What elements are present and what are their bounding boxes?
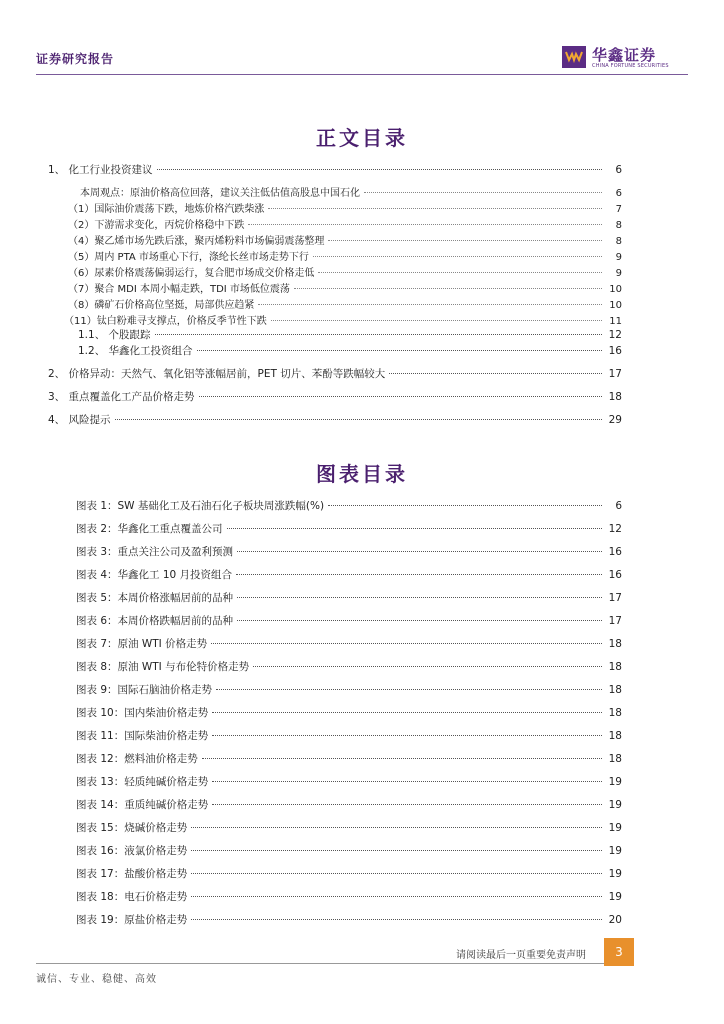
main-toc-entry-leader [364,191,602,193]
footer-motto: 诚信、专业、稳健、高效 [36,974,157,985]
figure-toc-entry-page: 19 [608,845,622,857]
figure-toc-entry-label: 图表 1：SW 基础化工及石油石化子板块周涨跌幅(%) [76,500,325,512]
figure-toc-entry[interactable] [76,820,622,835]
main-toc-entry[interactable] [48,412,622,427]
main-toc-entry-page: 7 [615,204,622,215]
figure-toc-entry[interactable] [76,797,622,812]
figure-toc-entry[interactable] [76,774,622,789]
figure-toc-entry-leader [236,573,602,575]
main-toc-entry-label: （7）聚合 MDI 本周小幅走跌，TDI 市场低位震荡 [68,284,290,295]
main-toc-entry-label: 1、 化工行业投资建议 [48,164,153,176]
figure-toc-entry[interactable] [76,544,622,559]
main-toc-entry-label: 1.2、 华鑫化工投资组合 [78,345,193,357]
main-toc-entry-label: （8）磷矿石价格高位坚挺，局部供应趋紧 [68,300,255,311]
main-toc-entry[interactable] [48,366,622,381]
figure-toc-entry-page: 18 [608,661,622,673]
figure-toc-entry-label: 图表 14：重质纯碱价格走势 [76,799,209,811]
main-toc-entry[interactable] [68,200,622,215]
report-type-label: 证券研究报告 [36,52,115,66]
figure-toc-entry-page: 19 [608,868,622,880]
main-toc-entry-label: 2、 价格异动：天然气、氧化铝等涨幅居前，PET 切片、苯酚等跌幅较大 [48,368,386,380]
logo-subtitle: CHINA FORTUNE SECURITIES [592,63,669,69]
main-toc-title: 正文目录 [316,126,408,150]
logo-mark-icon [562,46,586,68]
figure-toc-entry[interactable] [76,498,622,513]
figure-toc-entry-label: 图表 9：国际石脑油价格走势 [76,684,213,696]
main-toc-entry-label: （6）尿素价格震荡偏弱运行，复合肥市场成交价格走低 [68,268,315,279]
main-toc-entry-page: 10 [609,284,622,295]
figure-toc-entry-label: 图表 13：轻质纯碱价格走势 [76,776,209,788]
main-toc-entry-label: 4、 风险提示 [48,414,111,426]
figure-toc-entry[interactable] [76,659,622,674]
main-toc-entry-label: （2）下游需求变化，丙烷价格稳中下跌 [68,220,245,231]
figure-toc-entry-leader [202,757,602,759]
main-toc-entry-page: 8 [615,220,622,231]
figure-toc-entry-page: 16 [608,546,622,558]
figure-toc-entry-leader [253,665,602,667]
main-toc-entry-leader [268,207,602,209]
figure-toc-entry-page: 18 [608,638,622,650]
figure-toc-entry-page: 18 [608,684,622,696]
main-toc-entry-label: 1.1、 个股跟踪 [78,329,151,341]
main-toc-entry-leader [157,168,602,170]
figure-toc-entry-leader [191,849,602,851]
figure-toc-title: 图表目录 [316,462,408,486]
figure-toc-entry[interactable] [76,636,622,651]
figure-toc-entry-page: 19 [608,799,622,811]
figure-toc-entry-label: 图表 2：华鑫化工重点覆盖公司 [76,523,223,535]
header-divider [36,74,688,75]
figure-toc-entry-leader [191,826,602,828]
figure-toc-entry-leader [191,895,602,897]
page-number-badge: 3 [604,938,634,966]
figure-toc-entry-label: 图表 12：燃料油价格走势 [76,753,198,765]
figure-toc-entry-label: 图表 7：原油 WTI 价格走势 [76,638,208,650]
main-toc-entry[interactable] [68,280,622,295]
main-toc-entry-label: （4）聚乙烯市场先跌后涨，聚丙烯粉料市场偏弱震荡整理 [68,236,325,247]
main-toc-entry[interactable] [68,232,622,247]
figure-toc-entry-leader [237,550,602,552]
main-toc-entry-label: 本周观点：原油价格高位回落，建议关注低估值高股息中国石化 [80,188,360,199]
figure-toc-entry[interactable] [76,751,622,766]
footer-disclaimer: 请阅读最后一页重要免责声明 [456,950,586,961]
company-logo [562,44,672,72]
figure-toc-entry[interactable] [76,613,622,628]
figure-toc-entry-leader [237,619,602,621]
main-toc-entry-leader [328,239,602,241]
figure-toc-entry-label: 图表 3：重点关注公司及盈利预测 [76,546,234,558]
figure-toc-entry-page: 19 [608,776,622,788]
figure-toc-entry-page: 17 [608,592,622,604]
main-toc-entry-page: 29 [608,414,622,426]
figure-toc-entry-leader [211,642,602,644]
figure-toc-entry[interactable] [76,682,622,697]
main-toc-entry-label: （11）钛白粉难寻支撑点，价格反季节性下跌 [64,316,267,327]
main-toc-entry-label: （1）国际油价震荡下跌，地炼价格汽跌柴涨 [68,204,265,215]
main-toc-entry-page: 18 [608,391,622,403]
figure-toc-entry[interactable] [76,912,622,927]
main-toc-entry-leader [318,271,602,273]
main-toc-entry[interactable] [78,343,622,358]
main-toc-entry-page: 9 [615,252,622,263]
figure-toc-entry[interactable] [76,705,622,720]
figure-toc-entry[interactable] [76,590,622,605]
main-toc-entry-page: 6 [615,188,622,199]
main-toc-entry-leader [389,372,602,374]
main-toc-entry[interactable] [78,327,622,342]
figure-toc-entry-page: 18 [608,730,622,742]
figure-toc-entry-page: 17 [608,615,622,627]
figure-toc-entry-page: 20 [608,914,622,926]
main-toc-entry[interactable] [68,216,622,231]
figure-toc-entry-leader [328,504,602,506]
figure-toc-entry-label: 图表 4：华鑫化工 10 月投资组合 [76,569,233,581]
main-toc-entry-leader [115,418,602,420]
figure-toc-entry-label: 图表 6：本周价格跌幅居前的品种 [76,615,234,627]
main-toc-entry-page: 16 [608,345,622,357]
main-toc-entry-page: 11 [609,316,622,327]
main-toc-entry-label: （5）周内 PTA 市场重心下行，涤纶长丝市场走势下行 [68,252,309,263]
main-toc-entry-leader [199,395,602,397]
figure-toc-entry-label: 图表 15：烧碱价格走势 [76,822,188,834]
figure-toc-entry-leader [191,918,602,920]
figure-toc-entry-leader [227,527,602,529]
figure-toc-entry-page: 18 [608,753,622,765]
main-toc-entry-label: 3、 重点覆盖化工产品价格走势 [48,391,195,403]
main-toc-entry[interactable] [68,296,622,311]
figure-toc-entry-page: 19 [608,891,622,903]
figure-toc-entry[interactable] [76,567,622,582]
figure-toc-entry[interactable] [76,889,622,904]
footer-divider [36,963,604,964]
main-toc-entry-leader [155,333,602,335]
figure-toc-entry-leader [191,872,602,874]
main-toc-entry[interactable] [68,264,622,279]
figure-toc-entry-leader [212,780,602,782]
main-toc-entry-page: 6 [615,164,622,176]
figure-toc-entry-page: 16 [608,569,622,581]
figure-toc-entry-label: 图表 10：国内柴油价格走势 [76,707,209,719]
main-toc-entry[interactable] [80,184,622,199]
main-toc-entry-leader [294,287,602,289]
figure-toc-entry-page: 12 [608,523,622,535]
main-toc-entry-page: 12 [608,329,622,341]
main-toc-entry-leader [258,303,602,305]
figure-toc-entry-label: 图表 18：电石价格走势 [76,891,188,903]
logo-text: 华鑫证券 [592,46,657,64]
main-toc-entry-leader [313,255,602,257]
figure-toc-entry[interactable] [76,866,622,881]
figure-toc-entry-label: 图表 8：原油 WTI 与布伦特价格走势 [76,661,250,673]
figure-toc-entry-leader [212,803,602,805]
figure-toc-entry-leader [212,734,602,736]
figure-toc-entry-label: 图表 17：盐酸价格走势 [76,868,188,880]
main-toc-entry[interactable] [68,248,622,263]
main-toc-entry-page: 10 [609,300,622,311]
figure-toc-entry-page: 18 [608,707,622,719]
main-toc-entry-leader [271,319,602,321]
main-toc-entry[interactable] [48,389,622,404]
figure-toc-entry-label: 图表 16：液氯价格走势 [76,845,188,857]
main-toc-entry-page: 17 [608,368,622,380]
figure-toc-entry-label: 图表 11：国际柴油价格走势 [76,730,209,742]
figure-toc-entry[interactable] [76,843,622,858]
figure-toc-entry[interactable] [76,728,622,743]
main-toc-entry-page: 8 [615,236,622,247]
figure-toc-entry[interactable] [76,521,622,536]
figure-toc-entry-label: 图表 5：本周价格涨幅居前的品种 [76,592,234,604]
figure-toc-entry-leader [216,688,602,690]
figure-toc-entry-page: 19 [608,822,622,834]
figure-toc-entry-page: 6 [615,500,622,512]
page-header [0,0,724,76]
figure-toc-entry-leader [212,711,602,713]
main-toc-entry-leader [197,349,602,351]
main-toc-entry[interactable] [48,162,622,177]
figure-toc-entry-leader [237,596,602,598]
main-toc-entry-leader [248,223,602,225]
main-toc-entry-page: 9 [615,268,622,279]
main-toc-entry[interactable] [64,312,622,327]
figure-toc-entry-label: 图表 19：原盐价格走势 [76,914,188,926]
